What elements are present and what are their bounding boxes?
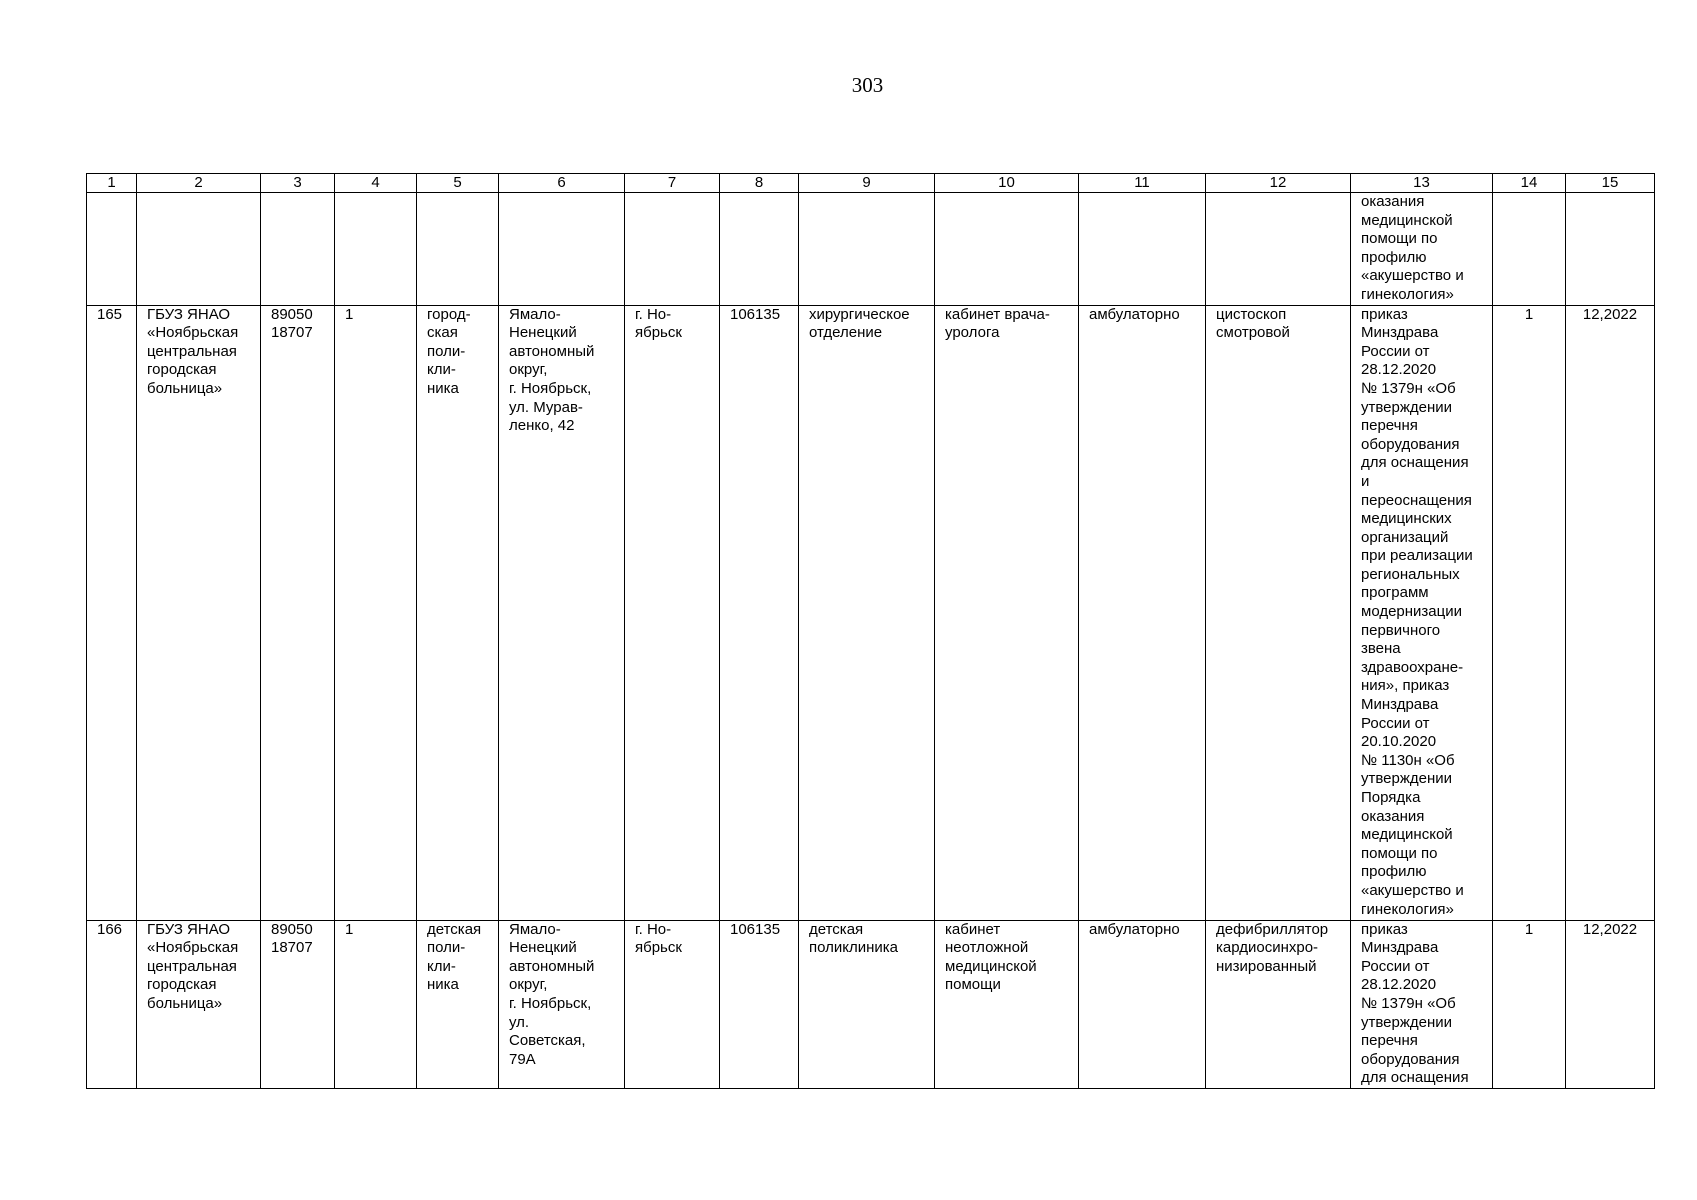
- basis-line: переоснащения: [1361, 491, 1472, 509]
- department-line: отделение: [809, 324, 883, 342]
- table-cell: [417, 193, 499, 306]
- basis-line: гинекология»: [1361, 285, 1454, 303]
- organization-line: городская: [147, 976, 217, 994]
- basis-line: «акушерство и: [1361, 881, 1464, 899]
- department-line: поликлиника: [809, 939, 899, 957]
- basis-line: 28.12.2020: [1361, 361, 1437, 379]
- equipment-cell: [1206, 305, 1351, 920]
- basis-line: перечня: [1361, 1032, 1418, 1050]
- column-header: 12: [1206, 174, 1351, 193]
- basis-line: оказания: [1361, 807, 1425, 825]
- basis-line: № 1130н «Об: [1361, 751, 1455, 769]
- basis-line: оказания: [1361, 193, 1425, 210]
- column-header: 15: [1566, 174, 1655, 193]
- basis-line: звена: [1361, 640, 1401, 658]
- basis-line: медицинской: [1361, 211, 1453, 229]
- cabinet-line: уролога: [945, 324, 1000, 342]
- facility-type-line: поли-: [427, 342, 466, 360]
- basis-line: для оснащения: [1361, 1069, 1469, 1087]
- row-number-cell: 166: [87, 920, 137, 1088]
- table-cell: [799, 193, 935, 306]
- equipment-cell: [1206, 920, 1351, 1088]
- facility-type-cell: [417, 305, 499, 920]
- cabinet-cell: [935, 305, 1079, 920]
- cabinet-cell: [935, 920, 1079, 1088]
- basis-cell: [1351, 305, 1493, 920]
- basis-line: перечня: [1361, 417, 1418, 435]
- address-line: Ямало-: [509, 920, 561, 938]
- date-cell: 12,2022: [1566, 920, 1655, 1088]
- basis-line: России от: [1361, 714, 1430, 732]
- basis-line: утверждении: [1361, 398, 1453, 416]
- address-line: ул.: [509, 1013, 530, 1031]
- column-header: 14: [1493, 174, 1566, 193]
- quantity-cell: 1: [1493, 920, 1566, 1088]
- basis-line: оборудования: [1361, 435, 1460, 453]
- address-cell: [499, 305, 625, 920]
- column-header: 1: [87, 174, 137, 193]
- organization-line: «Ноябрьская: [147, 324, 239, 342]
- basis-line: приказ: [1361, 305, 1408, 323]
- quantity-cell: 1: [1493, 305, 1566, 920]
- basis-line: медицинской: [1361, 826, 1453, 844]
- basis-line: региональных: [1361, 565, 1460, 583]
- care-form-cell: амбулаторно: [1079, 305, 1206, 920]
- basis-line: медицинских: [1361, 510, 1452, 528]
- table-cell: [335, 193, 417, 306]
- basis-line: 28.12.2020: [1361, 976, 1437, 994]
- equipment-line: низированный: [1216, 957, 1317, 975]
- basis-cell: [1351, 920, 1493, 1088]
- address-line: ул. Мурав-: [509, 398, 583, 416]
- table-cell: [87, 193, 137, 306]
- department-cell: [799, 305, 935, 920]
- basis-line: 20.10.2020: [1361, 733, 1437, 751]
- address-line: 79А: [509, 1050, 536, 1068]
- facility-type-line: город-: [427, 305, 471, 323]
- inn-line: 18707: [271, 324, 313, 342]
- address-cell: [499, 920, 625, 1088]
- table-cell: [1079, 193, 1206, 306]
- inn-cell: [261, 305, 335, 920]
- inn-cell: [261, 920, 335, 1088]
- facility-type-line: ская: [427, 324, 458, 342]
- col4-cell: 1: [335, 305, 417, 920]
- inn-line: 18707: [271, 939, 313, 957]
- column-header: 13: [1351, 174, 1493, 193]
- table-header-row: [87, 174, 1655, 193]
- cabinet-line: помощи: [945, 976, 1001, 994]
- table-row: [87, 305, 1655, 920]
- date-cell: 12,2022: [1566, 305, 1655, 920]
- equipment-table: [86, 173, 1655, 1089]
- address-line: автономный: [509, 957, 595, 975]
- column-header: 8: [720, 174, 799, 193]
- column-header: 6: [499, 174, 625, 193]
- basis-line: Минздрава: [1361, 324, 1439, 342]
- basis-line: помощи по: [1361, 230, 1438, 248]
- organization-line: центральная: [147, 342, 237, 360]
- basis-line: утверждении: [1361, 770, 1453, 788]
- city-line: ябрьск: [635, 324, 682, 342]
- city-line: г. Но-: [635, 305, 672, 323]
- equipment-line: смотровой: [1216, 324, 1290, 342]
- basis-line: утверждении: [1361, 1013, 1453, 1031]
- table-cell: [720, 193, 799, 306]
- table-cell: [261, 193, 335, 306]
- table-cell: [1206, 193, 1351, 306]
- continuation-row: [87, 193, 1655, 306]
- basis-line: Порядка: [1361, 789, 1421, 806]
- city-line: г. Но-: [635, 920, 672, 938]
- facility-type-line: ника: [427, 379, 459, 397]
- inn-line: 89050: [271, 920, 313, 938]
- page-number: 303: [851, 73, 884, 97]
- basis-cell: [1351, 193, 1493, 306]
- equipment-line: кардиосинхро-: [1216, 939, 1319, 957]
- organization-line: ГБУЗ ЯНАО: [147, 305, 231, 323]
- column-header: 4: [335, 174, 417, 193]
- column-header: 11: [1079, 174, 1206, 193]
- address-line: ленко, 42: [509, 417, 575, 435]
- basis-line: модернизации: [1361, 603, 1462, 621]
- address-line: округ,: [509, 976, 548, 994]
- basis-line: приказ: [1361, 920, 1408, 938]
- basis-line: № 1379н «Об: [1361, 994, 1456, 1012]
- city-cell: [625, 920, 720, 1088]
- basis-line: здравоохране-: [1361, 658, 1464, 676]
- cabinet-line: медицинской: [945, 957, 1037, 975]
- row-number-cell: 165: [87, 305, 137, 920]
- basis-line: России от: [1361, 342, 1430, 360]
- equipment-line: дефибриллятор: [1216, 920, 1329, 938]
- code-cell: 106135: [720, 920, 799, 1088]
- facility-type-line: ника: [427, 976, 459, 994]
- care-form-cell: амбулаторно: [1079, 920, 1206, 1088]
- basis-line: помощи по: [1361, 844, 1438, 862]
- column-header: 2: [137, 174, 261, 193]
- address-line: Ненецкий: [509, 939, 577, 957]
- table-cell: [625, 193, 720, 306]
- basis-line: при реализации: [1361, 547, 1473, 565]
- facility-type-line: детская: [427, 920, 482, 938]
- basis-line: Минздрава: [1361, 939, 1439, 957]
- organization-line: больница»: [147, 379, 223, 397]
- basis-line: Минздрава: [1361, 696, 1439, 714]
- basis-line: оборудования: [1361, 1050, 1460, 1068]
- basis-line: первичного: [1361, 621, 1441, 639]
- table-cell: [499, 193, 625, 306]
- basis-line: для оснащения: [1361, 454, 1469, 472]
- equipment-line: цистоскоп: [1216, 305, 1287, 323]
- basis-line: «акушерство и: [1361, 267, 1464, 285]
- table-cell: [137, 193, 261, 306]
- column-header: 10: [935, 174, 1079, 193]
- address-line: Советская,: [509, 1032, 586, 1050]
- address-line: Ненецкий: [509, 324, 577, 342]
- cabinet-line: кабинет врача-: [945, 305, 1050, 323]
- facility-type-line: кли-: [427, 361, 456, 379]
- address-line: Ямало-: [509, 305, 561, 323]
- basis-line: ния», приказ: [1361, 677, 1450, 695]
- cabinet-line: кабинет: [945, 920, 1001, 938]
- basis-line: России от: [1361, 957, 1430, 975]
- organization-line: «Ноябрьская: [147, 939, 239, 957]
- code-cell: 106135: [720, 305, 799, 920]
- organization-cell: [137, 305, 261, 920]
- facility-type-cell: [417, 920, 499, 1088]
- col4-cell: 1: [335, 920, 417, 1088]
- basis-line: организаций: [1361, 528, 1449, 546]
- organization-line: ГБУЗ ЯНАО: [147, 920, 231, 938]
- facility-type-line: поли-: [427, 939, 466, 957]
- department-line: хирургическое: [809, 305, 910, 323]
- organization-line: городская: [147, 361, 217, 379]
- department-cell: [799, 920, 935, 1088]
- address-line: г. Ноябрьск,: [509, 994, 592, 1012]
- address-line: автономный: [509, 342, 595, 360]
- city-line: ябрьск: [635, 939, 682, 957]
- basis-line: и: [1361, 472, 1370, 490]
- organization-line: центральная: [147, 957, 237, 975]
- cabinet-line: неотложной: [945, 939, 1029, 957]
- address-line: г. Ноябрьск,: [509, 379, 592, 397]
- table-cell: [935, 193, 1079, 306]
- city-cell: [625, 305, 720, 920]
- basis-line: программ: [1361, 584, 1429, 602]
- organization-line: больница»: [147, 994, 223, 1012]
- column-header: 5: [417, 174, 499, 193]
- column-header: 7: [625, 174, 720, 193]
- table-cell: [1566, 193, 1655, 306]
- basis-line: профилю: [1361, 863, 1427, 881]
- column-header: 3: [261, 174, 335, 193]
- address-line: округ,: [509, 361, 548, 379]
- basis-line: гинекология»: [1361, 900, 1454, 918]
- table-cell: [1493, 193, 1566, 306]
- department-line: детская: [809, 920, 864, 938]
- table-row: [87, 920, 1655, 1088]
- basis-line: профилю: [1361, 248, 1427, 266]
- organization-cell: [137, 920, 261, 1088]
- column-header: 9: [799, 174, 935, 193]
- facility-type-line: кли-: [427, 957, 456, 975]
- inn-line: 89050: [271, 305, 313, 323]
- basis-line: № 1379н «Об: [1361, 379, 1456, 397]
